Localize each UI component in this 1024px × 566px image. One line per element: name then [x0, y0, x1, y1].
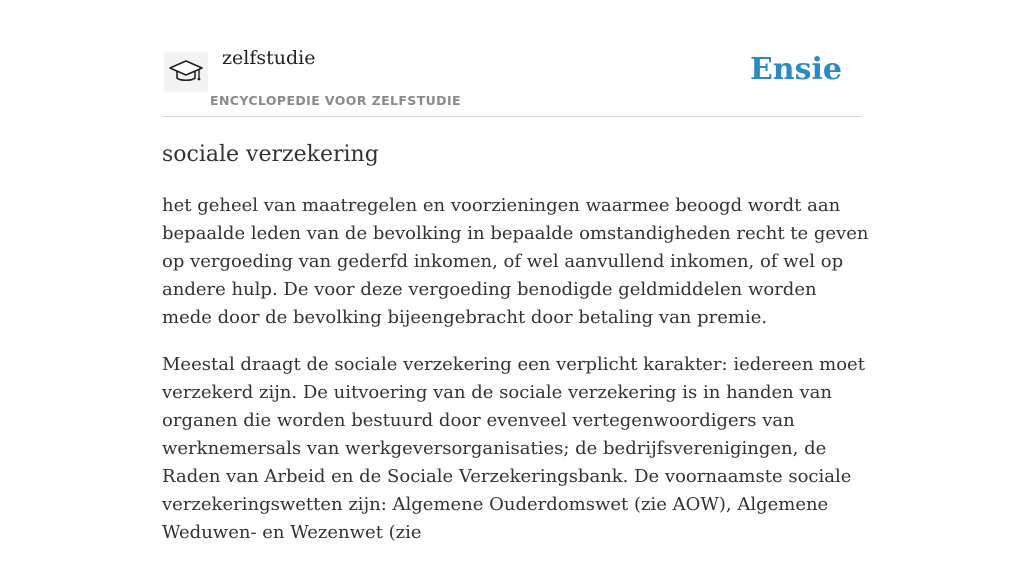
entry-title: sociale verzekering — [162, 142, 379, 167]
entry-paragraph: Meestal draagt de sociale verzekering een verplicht karakter: iedereen moet verzekerd zijn. De uitvoering van de sociale verzekering is in handen van organen die worden bestuurd door evenveel vertegenwoordigers van werknemersals van werkgeversorganisaties; de bedrijfsverenigingen, de Raden van Arbeid en de Sociale Verzekeringsbank. De voornaamste sociale verzekeringswetten zijn: Algemene Ouderdomswet (zie AOW), Algemene Weduwen- en Wezenwet (zie — [162, 354, 865, 543]
site-logo[interactable] — [164, 52, 208, 92]
graduation-cap-icon — [168, 58, 204, 86]
brand-logo[interactable]: Ensie — [749, 52, 842, 87]
entry-paragraph: het geheel van maatregelen en voorzieningen waarmee beoogd wordt aan bepaalde leden van de bevolking in bepaalde omstandigheden recht te geven op vergoeding van gederfd inkomen, of wel aanvullend inkomen, of wel op andere hulp. De voor deze vergoeding benodigde geldmiddelen worden mede door de bevolking bijeengebracht door betaling van premie. — [162, 195, 869, 328]
site-name[interactable]: zelfstudie — [222, 47, 316, 69]
entry-content — [162, 192, 872, 566]
page — [162, 0, 869, 543]
site-tagline: ENCYCLOPEDIE VOOR ZELFSTUDIE — [210, 93, 461, 108]
site-header — [162, 0, 862, 117]
